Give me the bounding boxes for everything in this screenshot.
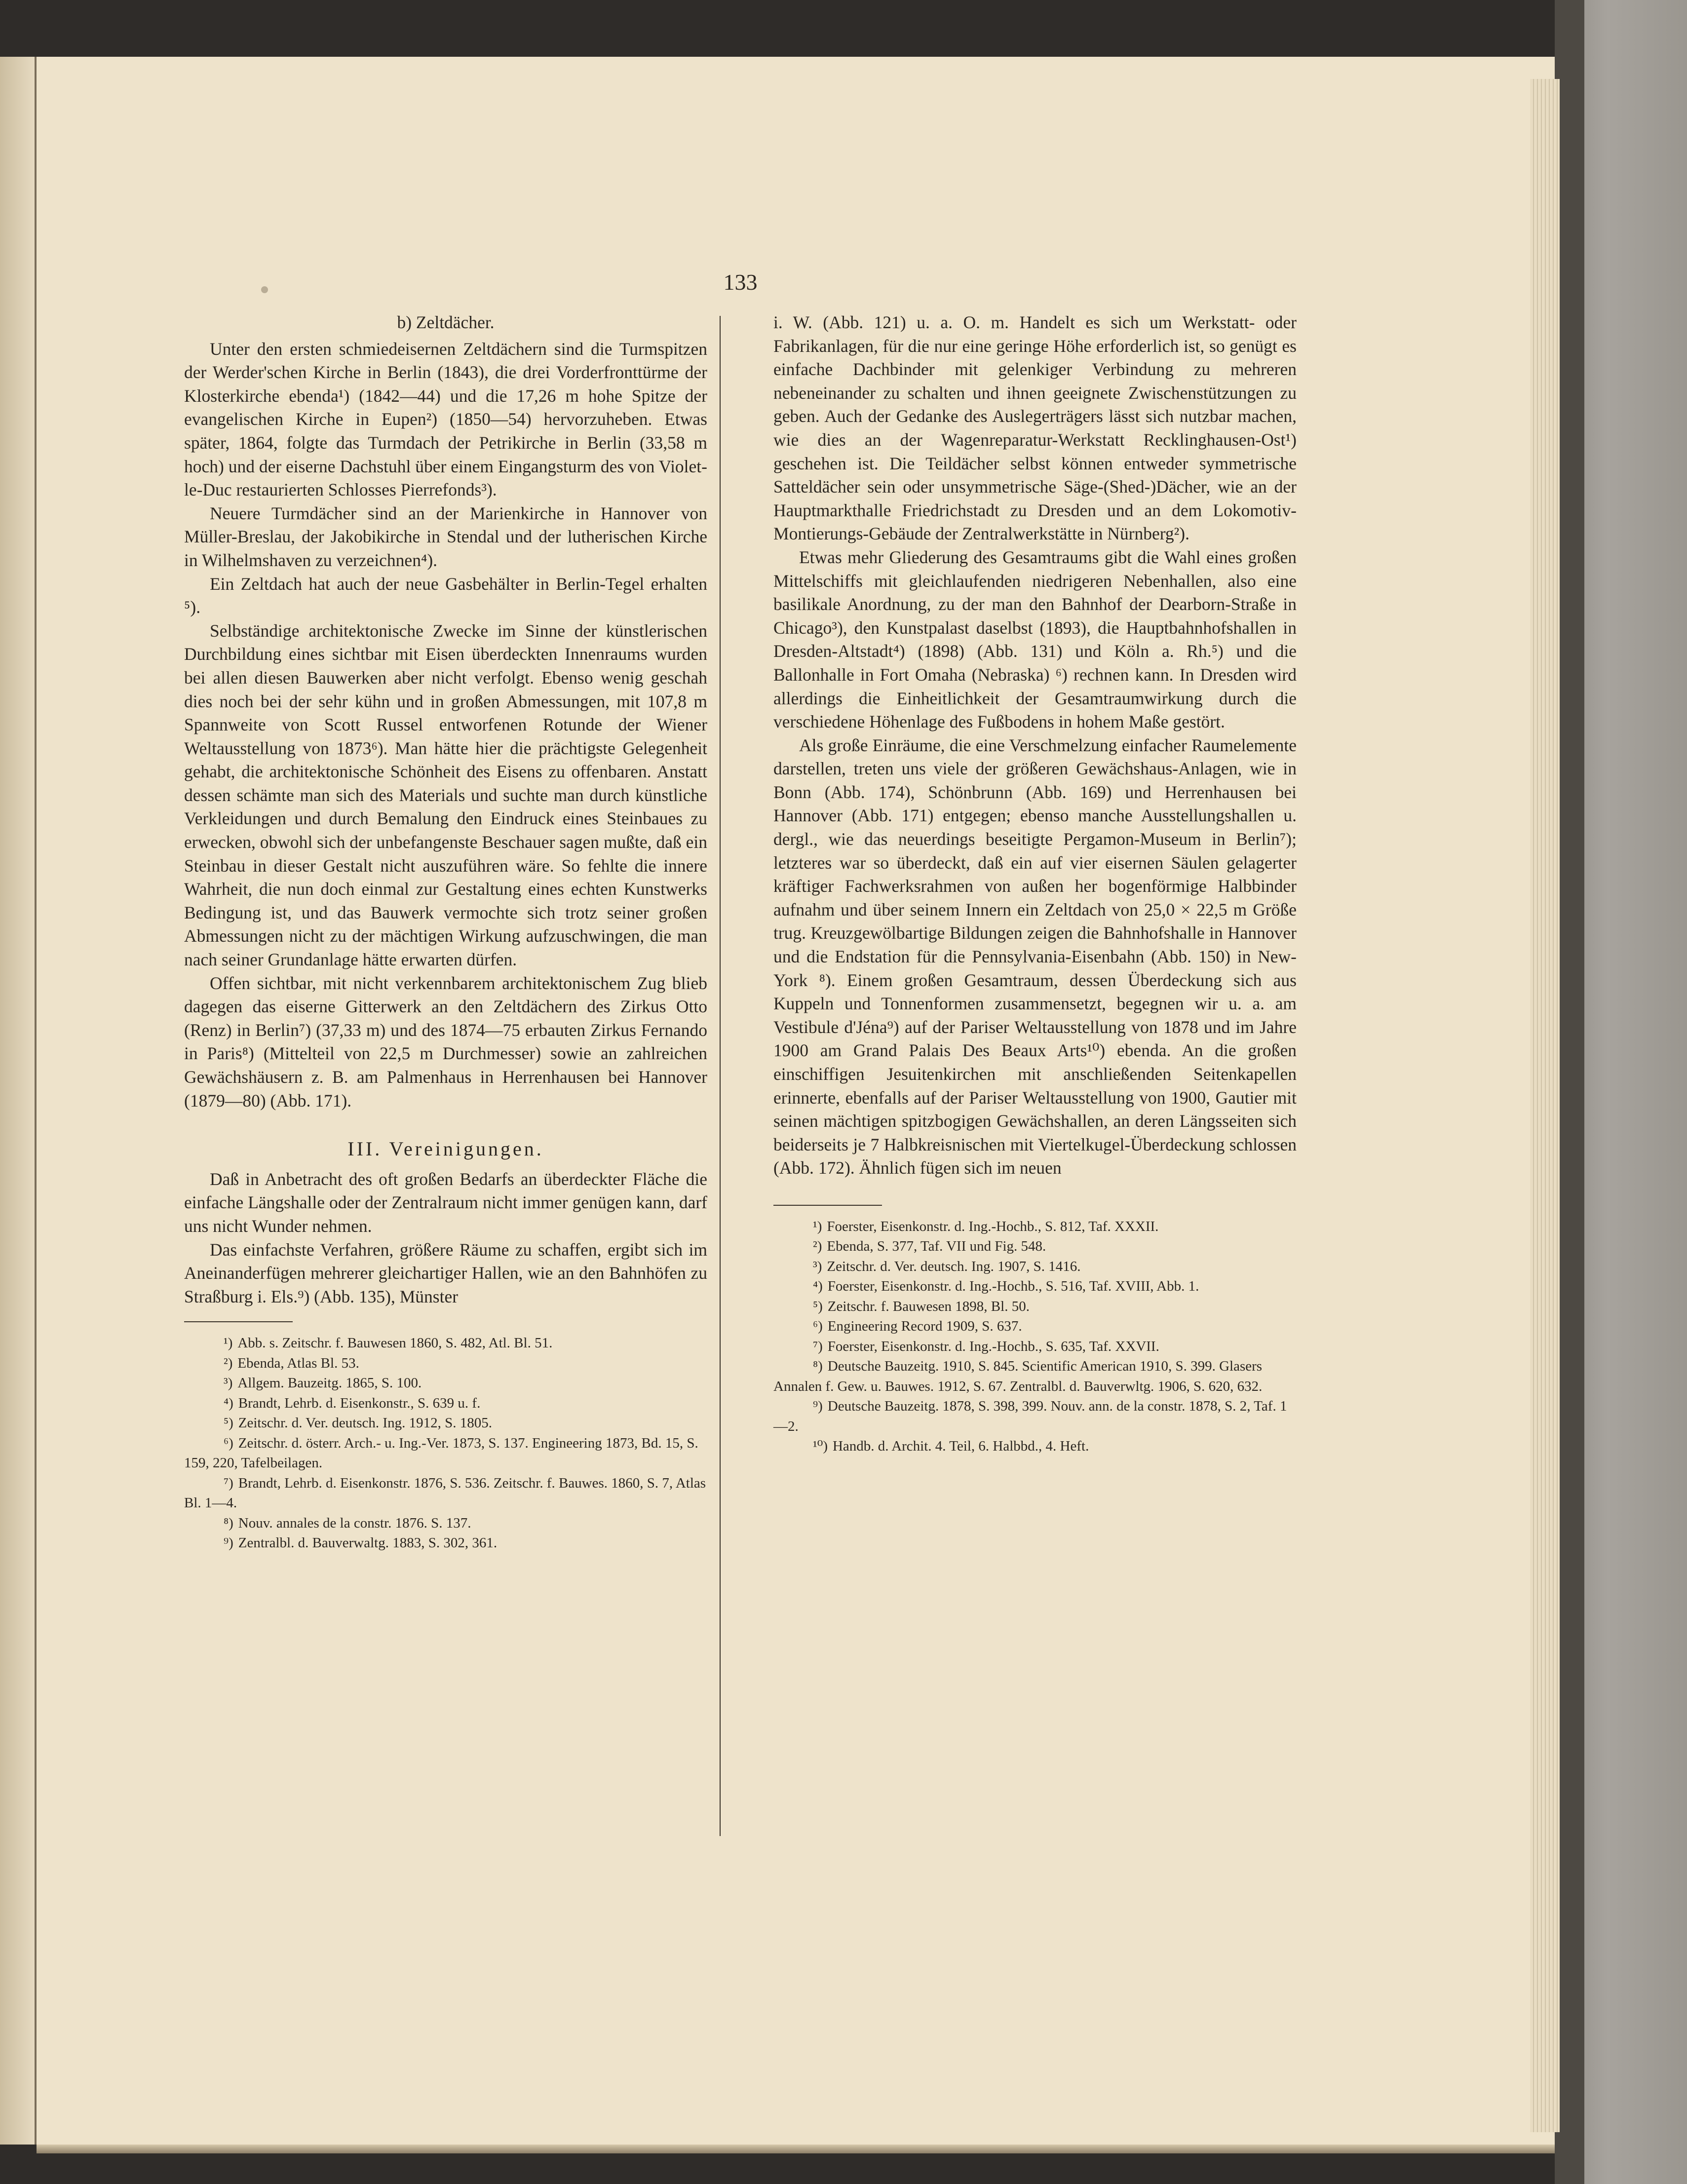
paragraph: Neuere Turmdächer sind an der Marienkirche in Hannover von Müller-Breslau, der Jakobikirche in Stendal und der lutherischen Kirche in Wilhelmshaven zu verzeichnen⁴). [184, 503, 707, 570]
footnote-mark: ⁷) [813, 1338, 823, 1354]
column-divider [720, 316, 721, 1836]
footnote-text: Deutsche Bauzeitg. 1910, S. 845. Scientific American 1910, S. 399. Glasers Annalen f. Gew. u. Bauwes. 1912, S. 67. Zentralbl. d. Bauverwltg. 1906, S. 620, 632. [773, 1358, 1263, 1394]
paragraph: Offen sichtbar, mit nicht verkennbarem architektonischem Zug blieb dagegen das eiserne Gitterwerk an den Zeltdächern des Zirkus Otto (Renz) in Berlin⁷) (37,33 m) und des 1874—75 erbauten Zirkus Fernando in Paris⁸) (Mittelteil von 22,5 m Durchmesser) sowie an zahlreichen Gewächshäusern z. B. am Palmenhaus in Herrenhausen bei Hannover (1879—80) (Abb. 171). [184, 973, 707, 1111]
paragraph: Das einfachste Verfahren, größere Räume zu schaffen, ergibt sich im Aneinanderfügen mehrerer gleichartiger Hallen, wie an den Bahnhöfen zu Straßburg i. Els.⁹) (Abb. 135), Münster [184, 1239, 707, 1306]
footnote [184, 1373, 707, 1393]
footnote-text: Zeitschr. d. österr. Arch.- u. Ing.-Ver. 1873, S. 137. Engineering 1873, Bd. 15, S. 159, 220, Tafelbeilagen. [184, 1435, 698, 1471]
footnote-text: Abb. s. Zeitschr. f. Bauwesen 1860, S. 482, Atl. Bl. 51. [237, 1335, 553, 1351]
footnote-mark: ⁹) [224, 1535, 233, 1551]
footnote-mark: ⁴) [813, 1278, 823, 1295]
page-stack-edges [1530, 79, 1560, 2132]
chapter-heading: III. Vereinigungen. [347, 1138, 544, 1160]
footnote-text: Ebenda, S. 377, Taf. VII und Fig. 548. [827, 1238, 1046, 1255]
footnote [773, 1297, 1297, 1317]
footnote [184, 1333, 707, 1353]
footnote-text: Deutsche Bauzeitg. 1878, S. 398, 399. Nouv. ann. de la constr. 1878, S. 2, Taf. 1—2. [773, 1398, 1287, 1434]
paragraph: Etwas mehr Gliederung des Gesamtraums gibt die Wahl eines großen Mittelschiffs mit gleichlaufenden niedrigeren Nebenhallen, also eine basilikale Anordnung, zu der man den Bahnhof der Dearborn-Straße in Chicago³), den Kunstpalast daselbst (1893), die Hauptbahnhofshallen in Dresden-Altstadt⁴) (1898) (Abb. 131) und Köln a. Rh.⁵) und die Ballonhalle in Fort Omaha (Nebraska) ⁶) rechnen kann. In Dresden wird allerdings die Einheitlichkeit der Gesamtraumwirkung durch die verschiedene Höhenlage des Fußbodens in hohem Maße gestört. [773, 547, 1297, 732]
footnote-text: Engineering Record 1909, S. 637. [827, 1318, 1022, 1335]
footnote-rule [184, 1321, 293, 1322]
footnote-text: Zeitschr. d. Ver. deutsch. Ing. 1912, S. 1805. [238, 1415, 492, 1431]
footnote-mark: ³) [224, 1375, 233, 1391]
footnote-mark: ²) [224, 1355, 233, 1371]
page-number: 133 [723, 269, 758, 295]
footnote-text: Foerster, Eisenkonstr. d. Ing.-Hochb., S. 516, Taf. XVIII, Abb. 1. [827, 1278, 1199, 1295]
footnote-mark: ⁵) [813, 1298, 823, 1314]
footnotes [184, 1333, 707, 1553]
previous-page-edge [0, 57, 37, 2145]
footnotes [773, 1217, 1297, 1456]
footnote-text: Foerster, Eisenkonstr. d. Ing.-Hochb., S. 635, Taf. XXVII. [827, 1338, 1159, 1354]
footnote [773, 1257, 1297, 1277]
footnote [773, 1436, 1297, 1456]
book-cover [1555, 0, 1687, 2184]
paragraph: Unter den ersten schmiedeisernen Zeltdächern sind die Turmspitzen der Werder'schen Kirche in Berlin (1843), die drei Vorderfronttürme der Klosterkirche ebenda¹) (1842—44) und die 17,26 m hohe Spitze der evangelischen Kirche in Eupen²) (1850—54) hervorzuheben. Etwas später, 1864, folgte das Turmdach der Petrikirche in Berlin (33,58 m hoch) und der eiserne Dachstuhl über einem Eingangsturm des von Violet-le-Duc restaurierten Schlosses Pierrefonds³). [184, 339, 707, 500]
paper-spot [261, 286, 268, 293]
footnote-mark: ⁴) [224, 1395, 233, 1411]
footnote [773, 1217, 1297, 1237]
footnote [773, 1276, 1297, 1297]
footnote [184, 1433, 707, 1473]
footnote-rule [773, 1205, 882, 1206]
footnote-mark: ⁶) [224, 1435, 233, 1451]
footnote-mark: ²) [813, 1238, 822, 1255]
footnote [184, 1353, 707, 1374]
footnote [773, 1236, 1297, 1257]
footnote [184, 1413, 707, 1433]
footnote [773, 1396, 1297, 1436]
footnote-text: Foerster, Eisenkonstr. d. Ing.-Hochb., S. 812, Taf. XXXII. [827, 1218, 1159, 1234]
footnote-text: Ebenda, Atlas Bl. 53. [237, 1355, 359, 1371]
footnote [184, 1393, 707, 1414]
footnote-text: Brandt, Lehrb. d. Eisenkonstr., S. 639 u. f. [238, 1395, 481, 1411]
paragraph: Selbständige architektonische Zwecke im Sinne der künstlerischen Durchbildung eines sichtbar mit Eisen überdeckten Innenraums wurden bei allen diesen Bauwerken aber nicht verfolgt. Ebenso wenig geschah dies noch bei der sehr kühn und in großen Abmessungen, mit 107,8 m Spannweite von Scott Russel entworfenen Rotunde der Wiener Weltausstellung von 1873⁶). Man hätte hier die prächtigste Gelegenheit gehabt, die architektonische Schönheit des Eisens zu offenbaren. Anstatt dessen schämte man sich des Materials und suchte man durch künstliche Verkleidungen und durch Bemalung den Eindruck eines Steinbaues zu erwecken, obwohl sich der unbefangenste Beschauer sagen mußte, daß ein Steinbau in dieser Gestalt nicht auszuführen wäre. So fehlte die innere Wahrheit, die nun doch einmal zur Gestaltung eines echten Kunstwerks Bedingung ist, und das Bauwerk vermochte sich trotz seiner großen Abmessungen nicht zu der mächtigen Wirkung aufzuschwingen, die man nach seiner Grundanlage hätte erwarten dürfen. [184, 620, 707, 970]
left-column [184, 311, 707, 1553]
footnote-mark: ⁸) [813, 1358, 823, 1375]
footnote-mark: ⁸) [224, 1515, 233, 1531]
footnote-mark: ¹) [224, 1335, 233, 1351]
footnote [184, 1513, 707, 1533]
footnote [773, 1316, 1297, 1337]
paragraph: Ein Zeltdach hat auch der neue Gasbehälter in Berlin-Tegel erhalten ⁵). [184, 574, 707, 617]
paragraph: i. W. (Abb. 121) u. a. O. m. Handelt es sich um Werkstatt- oder Fabrikanlagen, für die nur eine geringe Höhe erforderlich ist, so genügt es einfache Dachbinder mit gelenkiger Verbindung zu mehreren nebeneinander zu schalten und ihnen geeignete Zwischenstützungen zu geben. Auch der Gedanke des Auslegerträgers lässt sich nutzbar machen, wie dies an der Wagenreparatur-Werkstatt Recklinghausen-Ost¹) geschehen ist. Die Teildächer selbst können entweder symmetrische Satteldächer sein oder unsymmetrische Säge-(Shed-)Dächer, wie an der Hauptmarkthalle Friedrichstadt zu Dresden und an dem Lokomotiv-Montierungs-Gebäude der Zentralwerkstätte in Nürnberg²). [773, 312, 1297, 544]
footnote-mark: ⁵) [224, 1415, 233, 1431]
footnote-mark: ⁶) [813, 1318, 823, 1335]
right-column [773, 311, 1297, 1456]
footnote-mark: ¹) [813, 1218, 822, 1234]
footnote-text: Zeitschr. d. Ver. deutsch. Ing. 1907, S. 1416. [827, 1258, 1081, 1274]
paragraph: Als große Einräume, die eine Verschmelzung einfacher Raumelemente darstellen, treten uns viele der größeren Gewächshaus-Anlagen, wie in Bonn (Abb. 174), Schönbrunn (Abb. 169) und Herrenhausen bei Hannover (Abb. 171) entgegen; ebenso manche Ausstellungshallen u. dergl., wie das neuerdings beseitigte Pergamon-Museum in Berlin⁷); letzteres war so überdeckt, daß ein auf vier eisernen Säulen gelagerter kräftiger Fachwerksrahmen von außen her bogenförmige Halbbinder aufnahm und über seinem Innern ein Zeltdach von 25,0 × 22,5 m Größe trug. Kreuzgewölbartige Bildungen zeigen die Bahnhofshalle in Hannover und die Endstation für die Pennsylvania-Eisenbahn (Abb. 150) in New-York ⁸). Einem großen Gesamtraum, dessen Überdeckung sich aus Kuppeln und Tonnenformen zusammensetzt, begegnen wir u. a. am Vestibule d'Jéna⁹) auf der Pariser Weltausstellung von 1878 und im Jahre 1900 am Grand Palais Des Beaux Arts¹⁰) ebenda. An die großen einschiffigen Jesuitenkirchen mit anschließenden Seitenkapellen erinnerte, ebenfalls auf der Pariser Weltausstellung von 1900, Gautier mit seinen mächtigen spitzbogigen Gewächshallen, an deren Längsseiten sich beiderseits je 7 Halbkreisnischen mit Viertelkugel-Überdeckung schlossen (Abb. 172). Ähnlich fügen sich im neuen [773, 735, 1297, 1178]
paragraph: Daß in Anbetracht des oft großen Bedarfs an überdeckter Fläche die einfache Längshalle oder der Zentralraum nicht immer genügen kann, darf uns nicht Wunder nehmen. [184, 1169, 707, 1236]
footnote-text: Brandt, Lehrb. d. Eisenkonstr. 1876, S. 536. Zeitschr. f. Bauwes. 1860, S. 7, Atlas Bl. 1—4. [184, 1475, 706, 1511]
page-bottom-edge [37, 2145, 1555, 2153]
footnote-mark: ⁹) [813, 1398, 823, 1415]
footnote-text: Zeitschr. f. Bauwesen 1898, Bl. 50. [827, 1298, 1030, 1314]
section-heading: b) Zeltdächer. [397, 312, 495, 332]
footnote-text: Zentralbl. d. Bauverwaltg. 1883, S. 302, 361. [238, 1535, 498, 1551]
footnote [773, 1337, 1297, 1357]
footnote-mark: ⁷) [224, 1475, 233, 1491]
footnote-text: Allgem. Bauzeitg. 1865, S. 100. [237, 1375, 422, 1391]
footnote-mark: ¹⁰) [813, 1438, 828, 1455]
footnote-mark: ³) [813, 1258, 822, 1274]
footnote [184, 1473, 707, 1513]
footnote-text: Nouv. annales de la constr. 1876. S. 137. [238, 1515, 471, 1531]
footnote [184, 1533, 707, 1553]
footnote-text: Handb. d. Archit. 4. Teil, 6. Halbbd., 4. Heft. [832, 1438, 1089, 1455]
footnote [773, 1356, 1297, 1396]
